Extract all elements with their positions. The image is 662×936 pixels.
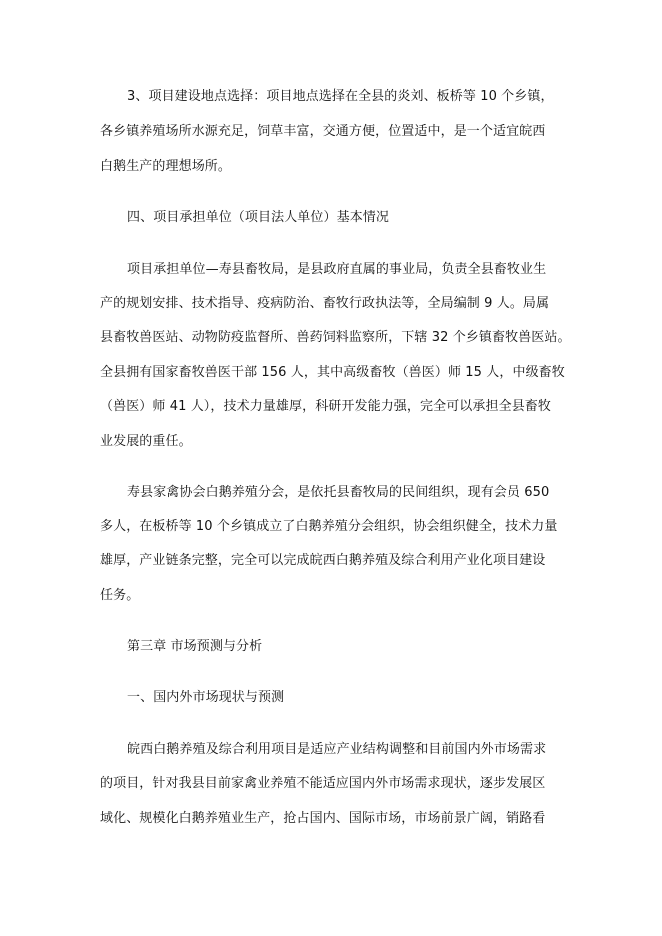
text-line: 的项目，针对我县目前家禽业养殖不能适应国内外市场需求现状，逐步发展区	[100, 776, 546, 791]
text-line: 任务。	[100, 588, 140, 603]
text-line: 业发展的重任。	[100, 434, 192, 449]
text-line: 多人，在板桥等 10 个乡镇成立了白鹅养殖分会组织，协会组织健全，技术力量	[100, 519, 558, 534]
chapter-heading: 第三章 市场预测与分析	[127, 639, 263, 654]
text-line: 皖西白鹅养殖及综合利用项目是适应产业结构调整和目前国内外市场需求	[127, 742, 547, 757]
section-heading: 一、国内外市场现状与预测	[127, 690, 285, 705]
text-line: 项目承担单位—寿县畜牧局，是县政府直属的事业局，负责全县畜牧业生	[127, 262, 547, 277]
text-line: 寿县家禽协会白鹅养殖分会，是依托县畜牧局的民间组织，现有会员 650	[127, 485, 550, 500]
text-line: 3、项目建设地点选择：项目地点选择在全县的炎刘、板桥等 10 个乡镇，	[127, 89, 554, 104]
text-line: 域化、规模化白鹅养殖业生产，抢占国内、国际市场，市场前景广阔，销路看	[100, 811, 546, 826]
text-line: 产的规划安排、技术指导、疫病防治、畜牧行政执法等，全局编制 9 人。局属	[100, 296, 550, 311]
text-line: 白鹅生产的理想场所。	[100, 159, 232, 174]
text-line: 县畜牧兽医站、动物防疫监督所、兽药饲料监察所，下辖 32 个乡镇畜牧兽医站。	[100, 330, 571, 345]
section-heading: 四、项目承担单位（项目法人单位）基本情况	[127, 210, 390, 225]
text-line: （兽医）师 41 人），技术力量雄厚，科研开发能力强，完全可以承担全县畜牧	[100, 399, 552, 414]
text-line: 雄厚，产业链条完整，完全可以完成皖西白鹅养殖及综合利用产业化项目建设	[100, 553, 546, 568]
text-line: 各乡镇养殖场所水源充足，饲草丰富，交通方便，位置适中，是一个适宜皖西	[100, 124, 546, 139]
text-line: 全县拥有国家畜牧兽医干部 156 人，其中高级畜牧（兽医）师 15 人，中级畜牧	[100, 365, 565, 380]
